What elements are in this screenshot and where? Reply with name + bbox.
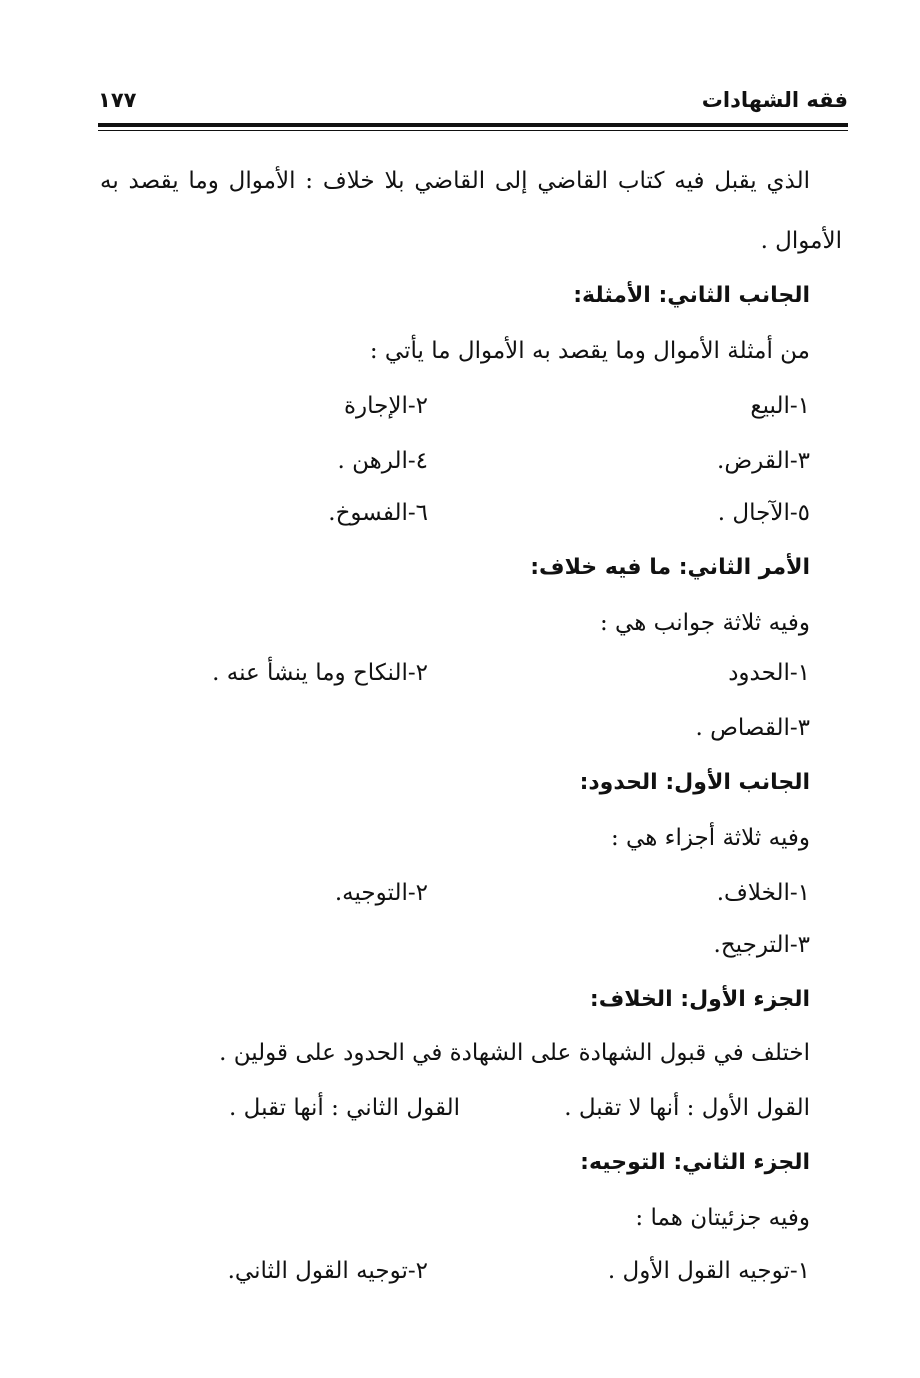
part-item: ١-الخلاف. xyxy=(716,880,810,906)
page-header xyxy=(98,88,848,128)
intro-line-1: الذي يقبل فيه كتاب القاضي إلى القاضي بلا خلاف : الأموال وما يقصد به xyxy=(100,168,810,194)
example-item: ٤-الرهن . xyxy=(337,448,428,474)
example-item: ٣-القرض. xyxy=(717,448,810,474)
dispute-text: اختلف في قبول الشهادة على الشهادة في الحدود على قولين . xyxy=(219,1040,810,1066)
running-title: فقه الشهادات xyxy=(701,88,848,112)
subpart-item: ٢-توجيه القول الثاني. xyxy=(227,1258,428,1284)
aspect-item: ٣-القصاص . xyxy=(695,715,810,741)
header-rule-thin xyxy=(98,130,848,131)
heading-second-part: الجزء الثاني: التوجيه: xyxy=(580,1150,810,1175)
example-item: ٢-الإجارة xyxy=(343,393,428,419)
intro-line-2: الأموال . xyxy=(760,228,842,254)
examples-intro: من أمثلة الأموال وما يقصد به الأموال ما يأتي : xyxy=(369,338,810,364)
header-rule-thick xyxy=(98,123,848,127)
page-number: ١٧٧ xyxy=(98,88,137,112)
heading-first-aspect: الجانب الأول: الحدود: xyxy=(579,770,810,795)
heading-first-part: الجزء الأول: الخلاف: xyxy=(589,987,810,1012)
first-opinion: القول الأول : أنها لا تقبل . xyxy=(564,1095,810,1121)
aspect-item: ٢-النكاح وما ينشأ عنه . xyxy=(212,660,428,686)
part-item: ٢-التوجيه. xyxy=(334,880,428,906)
example-item: ١-البيع xyxy=(750,393,810,419)
part-item: ٣-الترجيح. xyxy=(713,932,810,958)
aspect-item: ١-الحدود xyxy=(728,660,810,686)
aspects-intro: وفيه ثلاثة جوانب هي : xyxy=(600,610,810,636)
subpart-item: ١-توجيه القول الأول . xyxy=(607,1258,810,1284)
example-item: ٥-الآجال . xyxy=(717,500,810,526)
heading-second-matter: الأمر الثاني: ما فيه خلاف: xyxy=(530,555,810,580)
example-item: ٦-الفسوخ. xyxy=(328,500,428,526)
second-opinion: القول الثاني : أنها تقبل . xyxy=(229,1095,460,1121)
heading-examples: الجانب الثاني: الأمثلة: xyxy=(573,283,810,308)
parts-intro: وفيه ثلاثة أجزاء هي : xyxy=(610,825,810,851)
subparts-intro: وفيه جزئيتان هما : xyxy=(635,1205,810,1231)
